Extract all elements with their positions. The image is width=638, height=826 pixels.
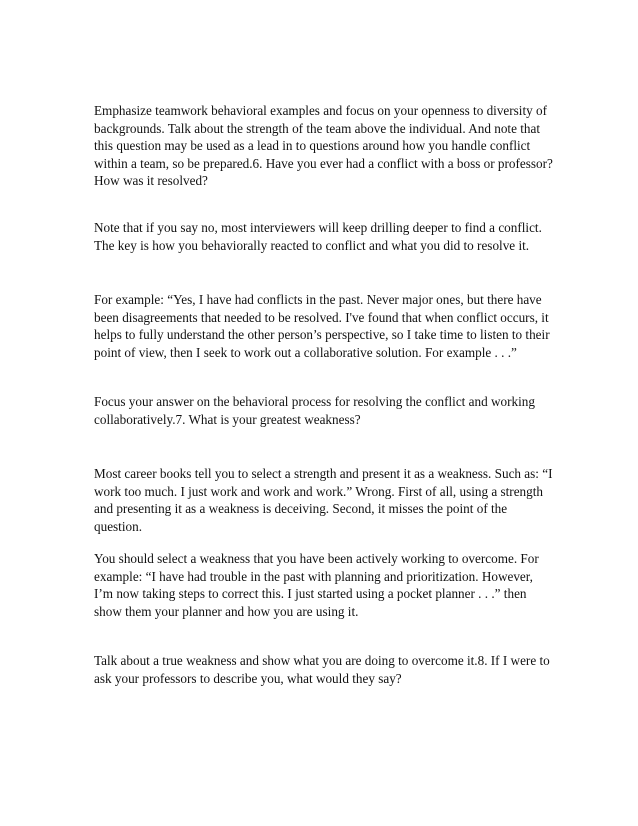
paragraph-weakness-books: Most career books tell you to select a strength and present it as a weakness. Such as: “I work too much. I just work and work and work.” Wrong. First of all, using a strength and presenting it as a weakness is deceiving. Second, it misses the point of the question. xyxy=(94,466,553,534)
paragraph-conflict-example: For example: “Yes, I have had conflicts in the past. Never major ones, but there have been disagreements that needed to be resolved. I've found that when conflict occurs, it helps to fully understand the other person’s perspective, so I take time to listen to their point of view, then I seek to work out a collaborative solution. For example . . .” xyxy=(94,292,550,360)
paragraph-conflict-note: Note that if you say no, most interviewers will keep drilling deeper to find a conflict. The key is how you behaviorally reacted to conflict and what you did to resolve it. xyxy=(94,220,542,253)
paragraph-behavioral-focus: Focus your answer on the behavioral process for resolving the conflict and working collaboratively.7. What is your greatest weakness? xyxy=(94,394,535,427)
paragraph-teamwork: Emphasize teamwork behavioral examples and focus on your openness to diversity of backgrounds. Talk about the strength of the team above the individual. And note that this question may be used as a lead in to questions around how you handle conflict within a team, so be prepared.6. Have you ever had a conflict with a boss or professor? How was it resolved? xyxy=(94,103,553,189)
paragraph-true-weakness: Talk about a true weakness and show what you are doing to overcome it.8. If I were to ask your professors to describe you, what would they say? xyxy=(94,653,550,686)
paragraph-weakness-select: You should select a weakness that you have been actively working to overcome. For example: “I have had trouble in the past with planning and prioritization. However, I’m now taking steps to correct this. I just started using a pocket planner . . .” then show them your planner and how you are using it. xyxy=(94,551,539,619)
